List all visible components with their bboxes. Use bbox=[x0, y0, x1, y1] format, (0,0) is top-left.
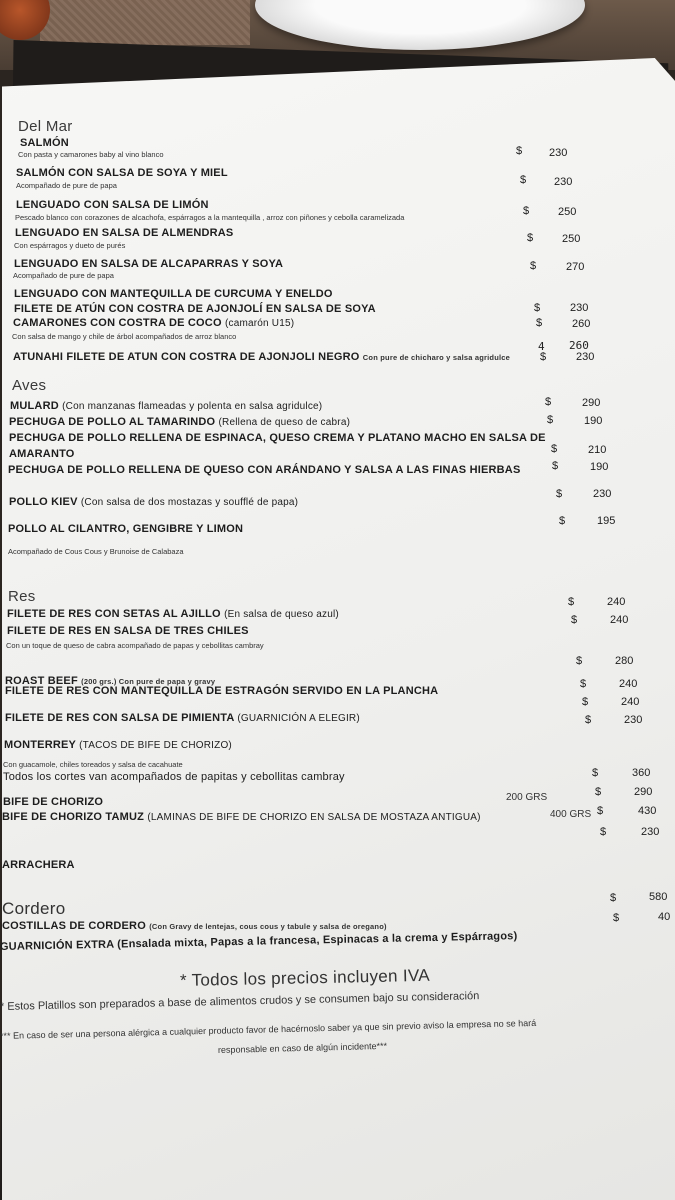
item-camarones-name: CAMARONES CON COSTRA DE COCO bbox=[13, 317, 222, 329]
item-salmon-soya: SALMÓN CON SALSA DE SOYA Y MIEL bbox=[16, 167, 228, 179]
weight-400-grs: 400 GRS bbox=[550, 809, 592, 820]
item-bife-tamuz bbox=[2, 812, 481, 823]
item-monterrey-note: (TACOS DE BIFE DE CHORIZO) bbox=[79, 740, 232, 751]
item-bife-tamuz-note: (LAMINAS DE BIFE DE CHORIZO EN SALSA DE MOSTAZA ANTIGUA) bbox=[147, 812, 481, 823]
item-filete-setas-name: FILETE DE RES CON SETAS AL AJILLO bbox=[7, 608, 221, 620]
item-pechuga-tamarindo bbox=[9, 417, 350, 428]
item-pechuga-tamarindo-name: PECHUGA DE POLLO AL TAMARINDO bbox=[9, 416, 216, 428]
item-arrachera: ARRACHERA bbox=[2, 859, 75, 871]
item-monterrey-name: MONTERREY bbox=[4, 739, 76, 751]
dollar-sign: $ bbox=[582, 696, 589, 708]
dollar-sign: $ bbox=[530, 260, 537, 272]
item-filete-pimienta-name: FILETE DE RES CON SALSA DE PIMIENTA bbox=[5, 712, 235, 724]
item-atunahi bbox=[13, 352, 510, 363]
dollar-sign: $ bbox=[597, 805, 604, 817]
item-guarnicion-extra: GUARNICIÓN EXTRA (Ensalada mixta, Papas a la francesa, Espinacas a la crema y Espárragos) bbox=[0, 930, 518, 953]
item-mulard-name: MULARD bbox=[10, 400, 59, 412]
dollar-sign: $ bbox=[547, 414, 554, 426]
dollar-sign: $ bbox=[613, 912, 620, 924]
price-lenguado-alcaparras: 270 bbox=[566, 261, 585, 273]
dollar-sign: $ bbox=[527, 232, 534, 244]
desc-salmon: Con pasta y camarones baby al vino blanco bbox=[18, 150, 164, 159]
section-res: Res bbox=[8, 588, 36, 605]
item-filete-setas-note: (En salsa de queso azul) bbox=[224, 609, 339, 620]
dollar-sign: $ bbox=[595, 786, 602, 798]
dollar-sign: $ bbox=[559, 515, 566, 527]
desc-pollo-cilantro: Acompañado de Cous Cous y Brunoise de Calabaza bbox=[8, 547, 184, 556]
item-filete-chiles: FILETE DE RES EN SALSA DE TRES CHILES bbox=[7, 625, 249, 637]
item-costillas-note: (Con Gravy de lentejas, cous cous y tabule y salsa de oregano) bbox=[149, 922, 387, 931]
dollar-sign: $ bbox=[534, 302, 541, 314]
item-camarones bbox=[13, 318, 294, 329]
item-camarones-note: (camarón U15) bbox=[224, 318, 295, 329]
dollar-sign: $ bbox=[545, 396, 552, 408]
dollar-sign: $ bbox=[610, 892, 617, 904]
dollar-sign: $ bbox=[523, 205, 530, 217]
item-lenguado-limon: LENGUADO CON SALSA DE LIMÓN bbox=[16, 199, 209, 211]
price-lenguado-almendras: 250 bbox=[562, 233, 581, 245]
price-filete-estragon: 240 bbox=[619, 678, 638, 690]
desc-lenguado-almendras: Con espárragos y dueto de purés bbox=[14, 241, 126, 250]
handwritten-price: 260 bbox=[569, 339, 589, 352]
price-mulard: 290 bbox=[582, 397, 601, 409]
item-roast-beef-note: (200 grs.) Con pure de papa y gravy bbox=[81, 677, 216, 686]
price-roast-beef: 280 bbox=[615, 655, 634, 667]
price-filete-pimienta-a: 240 bbox=[621, 696, 640, 708]
item-atunahi-note: Con pure de chicharo y salsa agridulce bbox=[362, 353, 511, 362]
dollar-sign: $ bbox=[520, 174, 527, 186]
dollar-sign: $ bbox=[552, 460, 559, 472]
desc-monterrey: Con guacamole, chiles toreados y salsa de cacahuate bbox=[3, 760, 183, 769]
item-filete-setas bbox=[7, 609, 339, 620]
price-pechuga-tamarindo: 190 bbox=[584, 415, 603, 427]
desc-salmon-soya: Acompañado de pure de papa bbox=[16, 181, 117, 190]
item-bife-tamuz-name: BIFE DE CHORIZO TAMUZ bbox=[2, 811, 145, 823]
dollar-sign: $ bbox=[536, 317, 543, 329]
dollar-sign: $ bbox=[571, 614, 578, 626]
price-bife-a: 360 bbox=[632, 767, 651, 779]
item-pechuga-arandano: PECHUGA DE POLLO RELLENA DE QUESO CON ARÁNDANO Y SALSA A LAS FINAS HIERBAS bbox=[8, 464, 521, 476]
price-salmon-soya: 230 bbox=[554, 176, 573, 188]
dollar-sign: $ bbox=[516, 145, 523, 157]
item-lenguado-almendras: LENGUADO EN SALSA DE ALMENDRAS bbox=[15, 227, 234, 239]
item-costillas-cordero bbox=[2, 921, 387, 932]
item-costillas-name: COSTILLAS DE CORDERO bbox=[2, 920, 146, 932]
price-pechuga-arandano: 190 bbox=[590, 461, 609, 473]
desc-lenguado-alcaparras: Acompañado de pure de papa bbox=[13, 271, 114, 280]
item-pollo-cilantro: POLLO AL CILANTRO, GENGIBRE Y LIMON bbox=[8, 523, 244, 535]
item-mulard-note: (Con manzanas flameadas y polenta en salsa agridulce) bbox=[62, 401, 323, 412]
note-iva: * Todos los precios incluyen IVA bbox=[179, 965, 431, 990]
handwritten-mark: 4 bbox=[538, 340, 545, 353]
dollar-sign: $ bbox=[600, 826, 607, 838]
desc-lenguado-limon: Pescado blanco con corazones de alcachofa, espárragos a la mantequilla , arroz con piñones y cebolla caramelizada bbox=[15, 213, 405, 222]
price-bife-tamuz: 430 bbox=[638, 805, 657, 817]
price-camarones: 260 bbox=[572, 318, 591, 330]
item-roast-beef-name: ROAST BEEF bbox=[5, 675, 78, 687]
item-pollo-kiev-name: POLLO KIEV bbox=[9, 496, 78, 508]
note-alergia-cont: responsable en caso de algún incidente*** bbox=[217, 1040, 388, 1055]
item-pechuga-espinaca-cont: AMARANTO bbox=[9, 448, 75, 460]
price-costillas: 580 bbox=[649, 891, 668, 903]
note-alimentos-crudos: * Estos Platillos son preparados a base de alimentos crudos y se consumen bajo su consideración bbox=[0, 990, 480, 1013]
dollar-sign: $ bbox=[568, 596, 575, 608]
dollar-sign: $ bbox=[551, 443, 558, 455]
price-bife-b: 290 bbox=[634, 786, 653, 798]
section-cordero: Cordero bbox=[2, 899, 66, 918]
item-lenguado-alcaparras: LENGUADO EN SALSA DE ALCAPARRAS Y SOYA bbox=[14, 258, 284, 270]
dollar-sign: $ bbox=[576, 655, 583, 667]
price-lenguado-limon: 250 bbox=[558, 206, 577, 218]
price-filete-pimienta-b: 230 bbox=[624, 714, 643, 726]
price-filete-setas: 240 bbox=[607, 596, 626, 608]
dollar-sign: $ bbox=[580, 678, 587, 690]
price-atunahi: 230 bbox=[576, 351, 595, 363]
desc-camarones: Con salsa de mango y chile de árbol acompañados de arroz blanco bbox=[12, 332, 237, 341]
item-pollo-kiev bbox=[9, 497, 298, 508]
dollar-sign: $ bbox=[592, 767, 599, 779]
price-salmon: 230 bbox=[549, 147, 568, 159]
note-cortes-text: Todos los cortes van acompañados de papitas y cebollitas cambray bbox=[3, 771, 345, 783]
dollar-sign: $ bbox=[556, 488, 563, 500]
price-pollo-cilantro: 195 bbox=[597, 515, 616, 527]
dollar-sign: $ bbox=[585, 714, 592, 726]
item-salmon: SALMÓN bbox=[20, 137, 69, 149]
item-filete-estragon: FILETE DE RES CON MANTEQUILLA DE ESTRAGÓN SERVIDO EN LA PLANCHA bbox=[5, 685, 439, 697]
item-atunahi-name: ATUNAHI FILETE DE ATUN CON COSTRA DE AJONJOLI NEGRO bbox=[13, 351, 360, 363]
price-guarnicion: 40 bbox=[658, 911, 671, 923]
weight-200-grs: 200 GRS bbox=[506, 792, 548, 803]
item-pechuga-tamarindo-note: (Rellena de queso de cabra) bbox=[218, 417, 351, 428]
desc-filete-chiles: Con un toque de queso de cabra acompañado de papas y cebollitas cambray bbox=[6, 641, 264, 650]
item-filete-pimienta-note: (GUARNICIÓN A ELEGIR) bbox=[237, 713, 360, 724]
item-filete-pimienta bbox=[5, 713, 360, 724]
item-bife-de-chorizo: BIFE DE CHORIZO bbox=[3, 796, 104, 808]
item-lenguado-curcuma: LENGUADO CON MANTEQUILLA DE CURCUMA Y ENELDO bbox=[14, 288, 333, 300]
note-cortes bbox=[3, 772, 345, 783]
item-mulard bbox=[10, 401, 322, 412]
item-pechuga-espinaca: PECHUGA DE POLLO RELLENA DE ESPINACA, QUESO CREMA Y PLATANO MACHO EN SALSA DE bbox=[9, 432, 546, 444]
item-pollo-kiev-note: (Con salsa de dos mostazas y soufflé de papa) bbox=[80, 497, 299, 508]
section-del-mar: Del Mar bbox=[18, 118, 73, 135]
price-filete-chiles: 240 bbox=[610, 614, 629, 626]
price-filete-atun: 230 bbox=[570, 302, 589, 314]
item-monterrey bbox=[4, 740, 232, 751]
dollar-sign: $ bbox=[540, 351, 547, 363]
price-pechuga-espinaca: 210 bbox=[588, 444, 607, 456]
price-pollo-kiev: 230 bbox=[593, 488, 612, 500]
section-aves: Aves bbox=[12, 377, 47, 394]
item-filete-atun: FILETE DE ATÚN CON COSTRA DE AJONJOLÍ EN SALSA DE SOYA bbox=[14, 303, 376, 315]
price-arrachera: 230 bbox=[641, 826, 660, 838]
note-alergia: *** En caso de ser una persona alérgica a cualquier producto favor de hacérnoslo saber ya que sin previo aviso la empresa no se hará bbox=[0, 1017, 537, 1041]
